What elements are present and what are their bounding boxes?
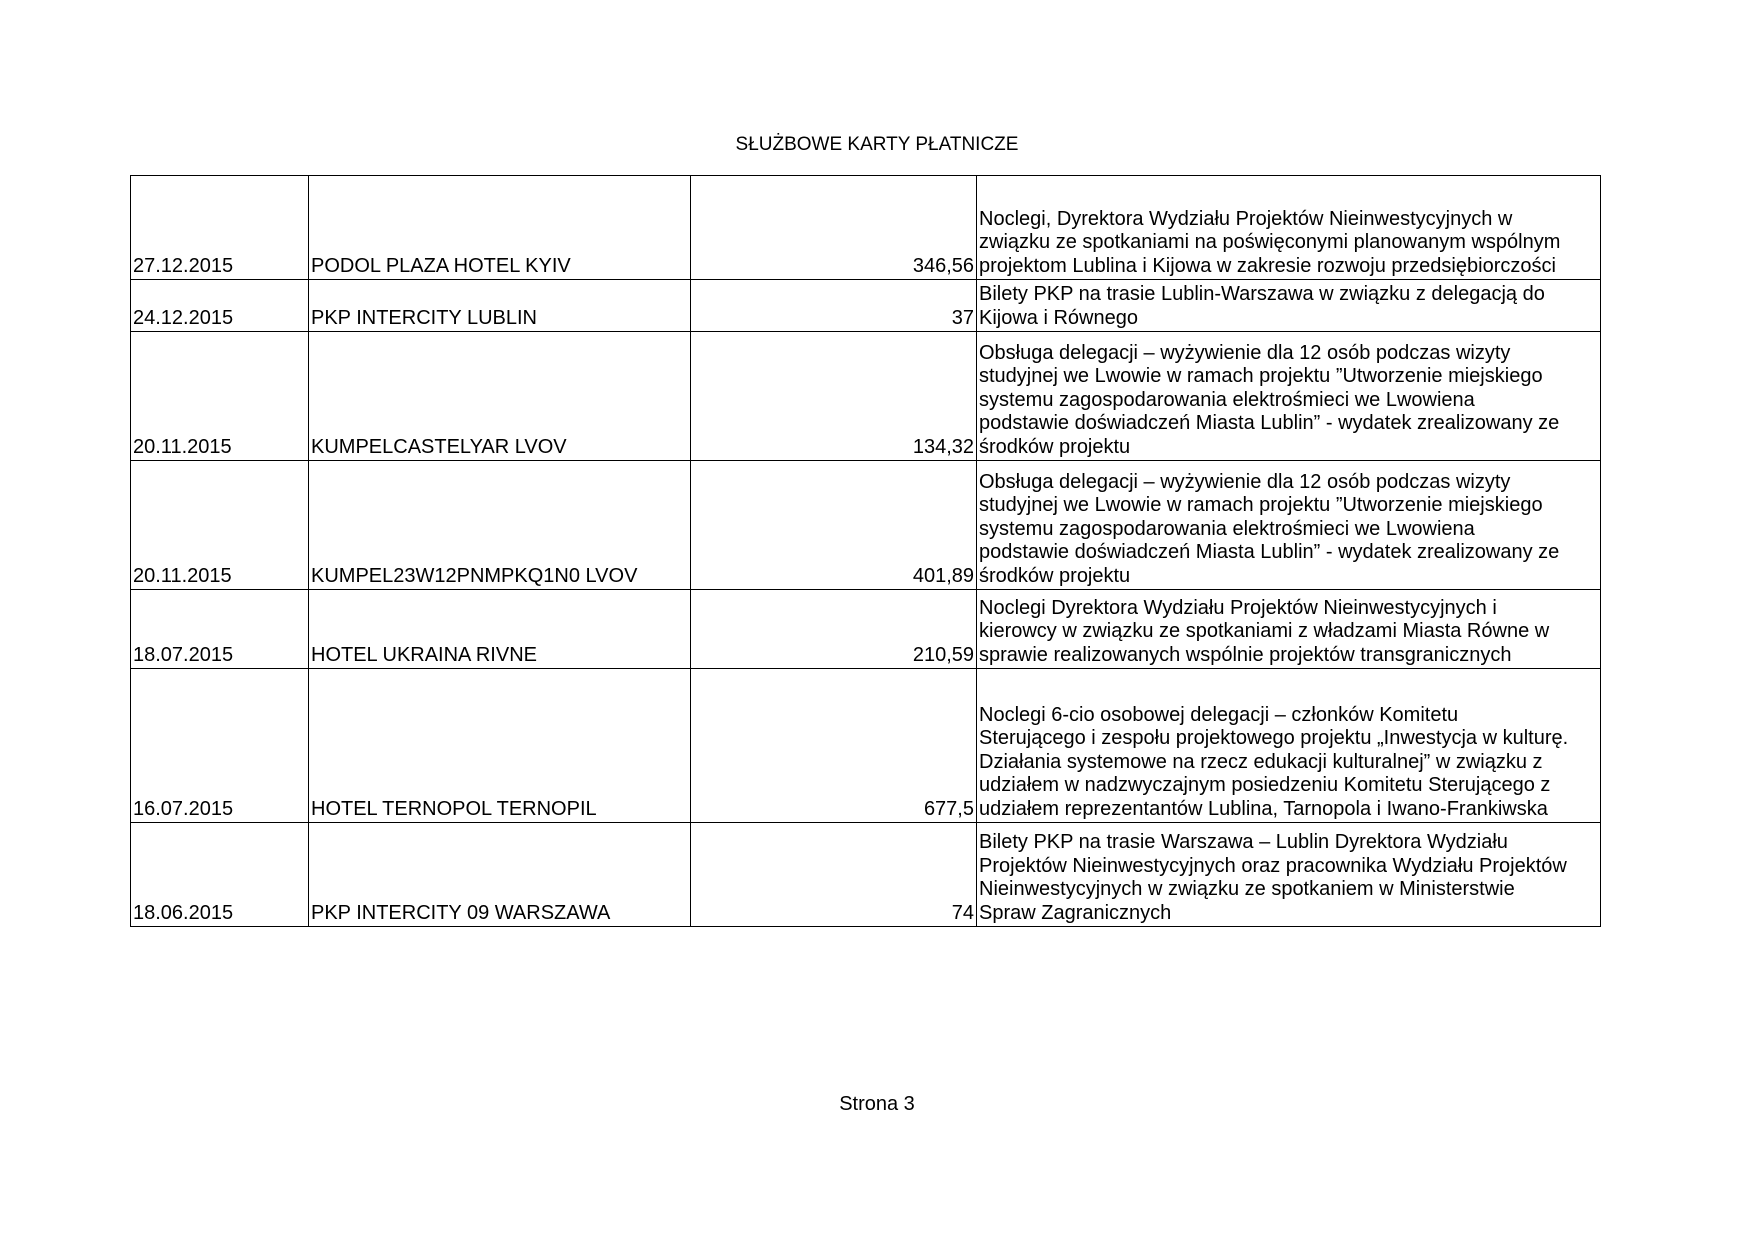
page-number: Strona 3 <box>839 1093 915 1115</box>
description-line: Noclegi, Dyrektora Wydziału Projektów Nieinwestycyjnych w <box>979 207 1513 230</box>
description-line: Kijowa i Równego <box>979 306 1138 329</box>
amount-cell: 677,5 <box>691 669 977 823</box>
merchant-cell: HOTEL UKRAINA RIVNE <box>309 590 691 669</box>
description-line: podstawie doświadczeń Miasta Lublin” - wydatek zrealizowany ze <box>979 412 1560 434</box>
description-line: Noclegi 6-cio osobowej delegacji – członków Komitetu <box>979 703 1459 726</box>
description-cell <box>977 280 1601 332</box>
description-line: udziałem reprezentantów Lublina, Tarnopola i Iwano-Frankiwska <box>979 797 1548 820</box>
date-cell: 18.07.2015 <box>131 590 309 669</box>
payment-cards-table <box>130 175 1601 927</box>
document-title: SŁUŻBOWE KARTY PŁATNICZE <box>735 134 1019 155</box>
description-line: studyjnej we Lwowie w ramach projektu ”Utworzenie miejskiego <box>979 494 1543 516</box>
table-row <box>131 461 1601 590</box>
description-line: Obsługa delegacji – wyżywienie dla 12 osób podczas wizyty <box>979 470 1511 493</box>
date-cell: 16.07.2015 <box>131 669 309 823</box>
description-line: Działania systemowe na rzecz edukacji kulturalnej” w związku z <box>979 750 1543 773</box>
amount-cell: 74 <box>691 823 977 927</box>
table-row <box>131 823 1601 927</box>
description-line: Bilety PKP na trasie Warszawa – Lublin Dyrektora Wydziału <box>979 831 1508 853</box>
amount-cell: 346,56 <box>691 176 977 280</box>
description-line: systemu zagospodarowania elektrośmieci we Lwowiena <box>979 388 1475 411</box>
description-line: sprawie realizowanych wspólnie projektów transgranicznych <box>979 643 1512 666</box>
description-line: podstawie doświadczeń Miasta Lublin” - wydatek zrealizowany ze <box>979 541 1560 563</box>
merchant-cell: KUMPELCASTELYAR LVOV <box>309 332 691 461</box>
merchant-cell: HOTEL TERNOPOL TERNOPIL <box>309 669 691 823</box>
description-cell <box>977 590 1601 669</box>
description-line: kierowcy w związku ze spotkaniami z władzami Miasta Równe w <box>979 620 1550 642</box>
description-line: środków projektu <box>979 435 1131 458</box>
description-line: Nieinwestycyjnych w związku ze spotkaniem w Ministerstwie <box>979 878 1515 900</box>
merchant-cell: KUMPEL23W12PNMPKQ1N0 LVOV <box>309 461 691 590</box>
description-cell <box>977 669 1601 823</box>
description-line: projektom Lublina i Kijowa w zakresie rozwoju przedsiębiorczości <box>979 254 1556 277</box>
amount-cell: 210,59 <box>691 590 977 669</box>
merchant-cell: PKP INTERCITY LUBLIN <box>309 280 691 332</box>
table-row <box>131 669 1601 823</box>
description-line: związku ze spotkaniami na poświęconymi planowanym wspólnym <box>979 231 1561 253</box>
merchant-cell: PODOL PLAZA HOTEL KYIV <box>309 176 691 280</box>
table-row <box>131 176 1601 280</box>
description-cell <box>977 823 1601 927</box>
table-row <box>131 332 1601 461</box>
description-cell <box>977 461 1601 590</box>
amount-cell: 134,32 <box>691 332 977 461</box>
date-cell: 20.11.2015 <box>131 461 309 590</box>
date-cell: 20.11.2015 <box>131 332 309 461</box>
table-row <box>131 590 1601 669</box>
description-line: studyjnej we Lwowie w ramach projektu ”Utworzenie miejskiego <box>979 365 1543 387</box>
merchant-cell: PKP INTERCITY 09 WARSZAWA <box>309 823 691 927</box>
description-line: Noclegi Dyrektora Wydziału Projektów Nieinwestycyjnych i <box>979 596 1497 619</box>
description-line: Obsługa delegacji – wyżywienie dla 12 osób podczas wizyty <box>979 341 1511 364</box>
description-line: Bilety PKP na trasie Lublin-Warszawa w związku z delegacją do <box>979 283 1545 305</box>
date-cell: 27.12.2015 <box>131 176 309 280</box>
description-cell <box>977 332 1601 461</box>
description-cell <box>977 176 1601 280</box>
description-line: systemu zagospodarowania elektrośmieci we Lwowiena <box>979 517 1475 540</box>
date-cell: 24.12.2015 <box>131 280 309 332</box>
table-row <box>131 280 1601 332</box>
amount-cell: 37 <box>691 280 977 332</box>
description-line: środków projektu <box>979 564 1131 587</box>
amount-cell: 401,89 <box>691 461 977 590</box>
date-cell: 18.06.2015 <box>131 823 309 927</box>
description-line: Sterującego i zespołu projektowego projektu „Inwestycja w kulturę. <box>979 727 1569 749</box>
description-line: Projektów Nieinwestycyjnych oraz pracownika Wydziału Projektów <box>979 854 1567 877</box>
description-line: Spraw Zagranicznych <box>979 901 1172 924</box>
description-line: udziałem w nadzwyczajnym posiedzeniu Komitetu Sterującego z <box>979 774 1551 796</box>
